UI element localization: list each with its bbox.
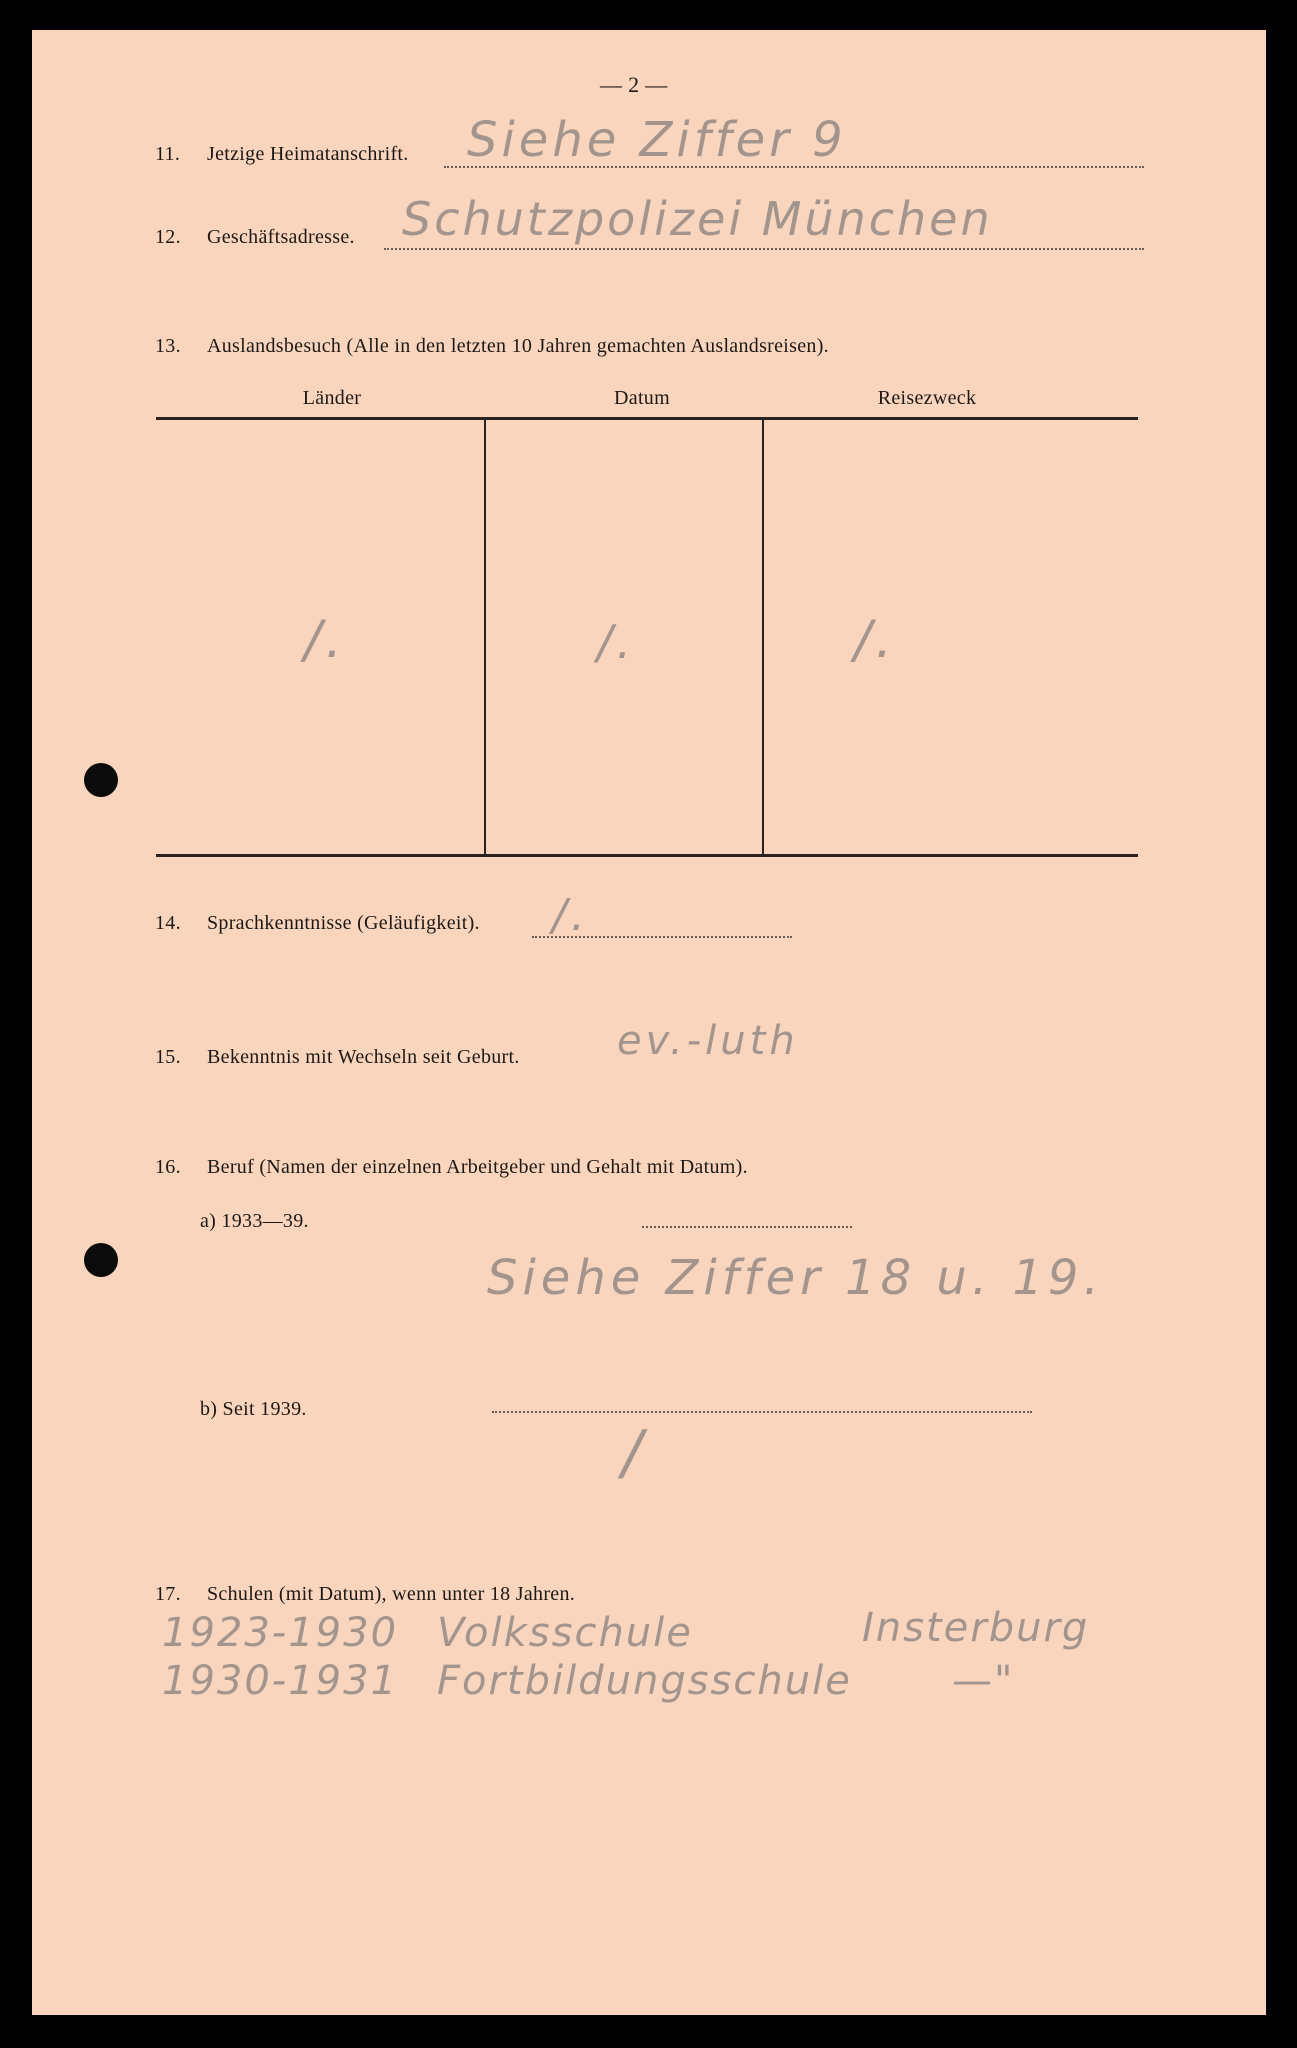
- item-16a-answer: Siehe Ziffer 18 u. 19.: [487, 1250, 1104, 1306]
- item-15-label: Bekenntnis mit Wechseln seit Geburt.: [207, 1046, 520, 1068]
- table-top-rule: [156, 417, 1138, 420]
- table-column-divider-2: [762, 419, 764, 854]
- item-14-answer: /.: [552, 890, 589, 941]
- item-14-label: Sprachkenntnisse (Geläufigkeit).: [207, 912, 480, 934]
- item-13-number: 13.: [155, 335, 181, 357]
- item-11-answer: Siehe Ziffer 9: [467, 112, 847, 168]
- item-12-number: 12.: [155, 226, 181, 248]
- table-header-laender: Länder: [302, 387, 362, 409]
- item-16b-answer: /: [622, 1418, 647, 1488]
- item-16-label: Beruf (Namen der einzelnen Arbeitgeber und Gehalt mit Datum).: [207, 1156, 748, 1178]
- item-17-number: 17.: [155, 1583, 181, 1605]
- item-16b-dotted-line: [492, 1411, 1032, 1415]
- school-2-years: 1930-1931: [162, 1658, 399, 1704]
- item-12-answer: Schutzpolizei München: [402, 192, 993, 246]
- item-16a-dotted-line: [642, 1226, 852, 1230]
- school-2-place: —": [952, 1658, 1015, 1704]
- table-header-reisezweck: Reisezweck: [877, 387, 977, 409]
- item-11-dotted-line: [444, 166, 1144, 170]
- item-16-number: 16.: [155, 1156, 181, 1178]
- item-17-label: Schulen (mit Datum), wenn unter 18 Jahren.: [207, 1583, 576, 1605]
- item-11-label: Jetzige Heimatanschrift.: [207, 143, 409, 165]
- punch-hole-upper: [84, 763, 118, 797]
- table-cell-reisezweck: /.: [854, 610, 897, 670]
- table-cell-laender: /.: [304, 610, 347, 670]
- table-column-divider-1: [484, 419, 486, 854]
- item-15-answer: ev.-luth: [617, 1018, 799, 1064]
- school-1-place: Insterburg: [862, 1605, 1090, 1651]
- item-15-number: 15.: [155, 1046, 181, 1068]
- table-bottom-rule: [156, 854, 1138, 857]
- document-page: [32, 30, 1266, 2015]
- school-1-name: Volksschule: [437, 1610, 693, 1656]
- item-16b-label: b) Seit 1939.: [200, 1398, 307, 1420]
- punch-hole-lower: [84, 1243, 118, 1277]
- item-11-number: 11.: [155, 143, 181, 165]
- item-12-label: Geschäftsadresse.: [207, 226, 355, 248]
- school-2-name: Fortbildungsschule: [437, 1658, 852, 1704]
- item-12-dotted-line: [384, 248, 1144, 252]
- item-14-dotted-line: [532, 936, 792, 940]
- item-13-label: Auslandsbesuch (Alle in den letzten 10 Jahren gemachten Auslandsreisen).: [207, 335, 829, 357]
- item-16a-label: a) 1933—39.: [200, 1210, 309, 1232]
- item-14-number: 14.: [155, 912, 181, 934]
- table-cell-datum: /.: [597, 615, 636, 669]
- page-number: — 2 —: [600, 72, 668, 97]
- school-1-years: 1923-1930: [162, 1610, 399, 1656]
- table-header-datum: Datum: [614, 387, 670, 409]
